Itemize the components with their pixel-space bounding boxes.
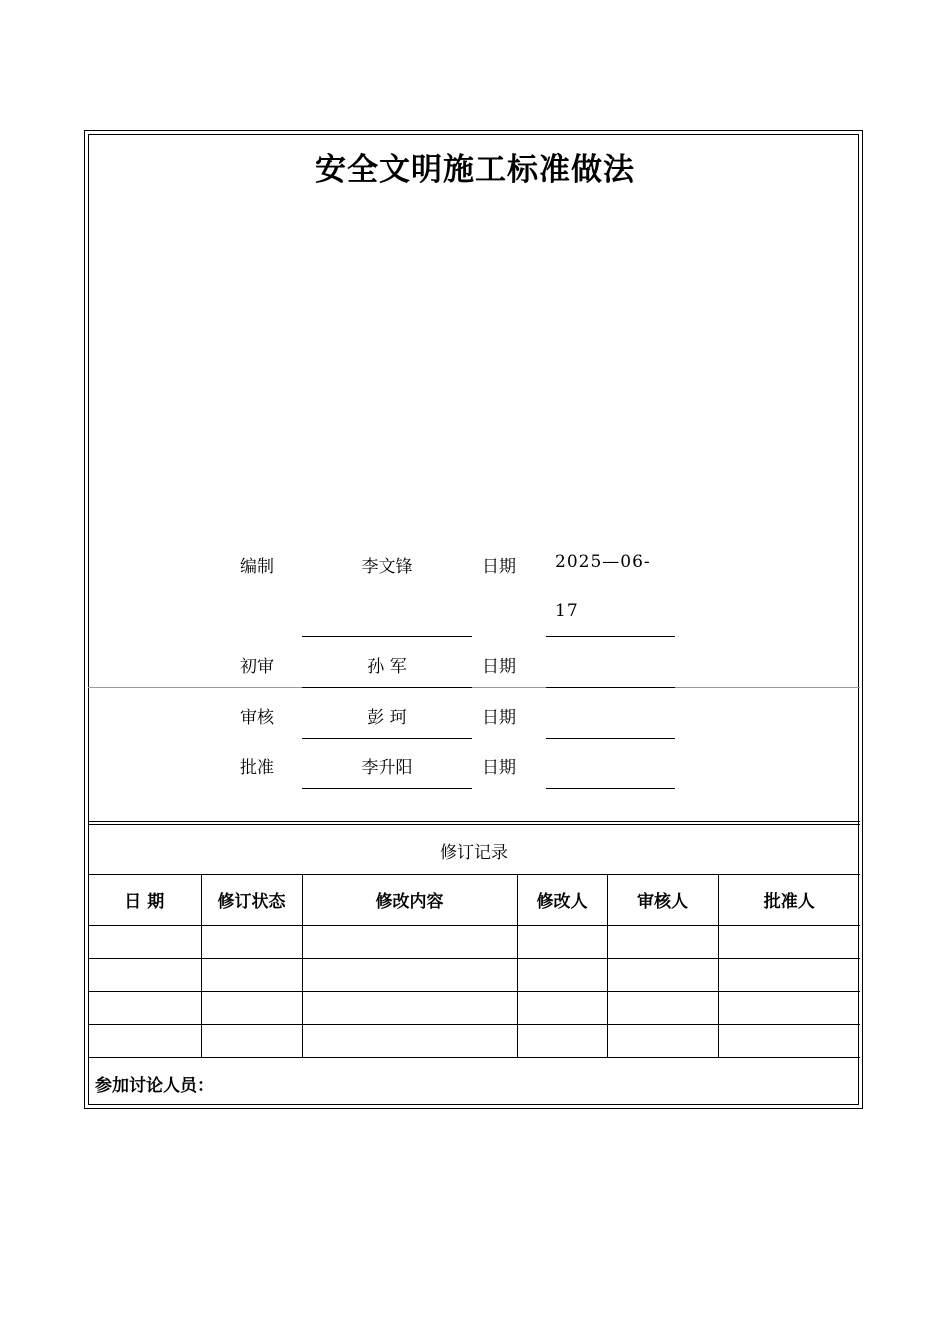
table-cell <box>201 959 302 992</box>
table-row <box>88 1025 860 1058</box>
date-approval-underline <box>546 788 675 789</box>
table-cell <box>88 992 201 1025</box>
table-cell <box>302 926 517 959</box>
date-audit-underline <box>546 738 675 739</box>
date-label-approval: 日期 <box>482 758 516 778</box>
table-cell <box>302 959 517 992</box>
date-label-compiler: 日期 <box>482 557 516 577</box>
date-compiler-underline <box>546 636 675 637</box>
document-title: 安全文明施工标准做法 <box>315 152 635 188</box>
table-cell <box>718 1025 860 1058</box>
revision-record-title: 修订记录 <box>440 843 508 863</box>
header-reviewer: 审核人 <box>607 874 718 926</box>
section-divider-bottom <box>88 824 860 825</box>
table-cell <box>201 926 302 959</box>
table-cell <box>517 926 607 959</box>
label-initial-review: 初审 <box>240 657 274 677</box>
table-cell <box>607 1025 718 1058</box>
name-compiler-underline <box>302 636 472 637</box>
table-cell <box>201 992 302 1025</box>
table-cell <box>718 926 860 959</box>
table-cell <box>88 959 201 992</box>
table-cell <box>517 992 607 1025</box>
table-cell <box>517 959 607 992</box>
name-initial-review-underline <box>302 687 472 688</box>
header-date: 日 期 <box>88 874 201 926</box>
date-compiler-line1: 2025—06- <box>555 552 651 572</box>
label-compiler: 编制 <box>240 557 274 577</box>
table-row <box>88 992 860 1025</box>
table-cell <box>607 926 718 959</box>
header-revision-status: 修订状态 <box>201 874 302 926</box>
date-label-audit: 日期 <box>482 708 516 728</box>
section-divider-top <box>88 821 860 822</box>
participants-label: 参加讨论人员： <box>88 1058 860 1110</box>
table-cell <box>302 1025 517 1058</box>
table-cell <box>302 992 517 1025</box>
name-audit-underline <box>302 738 472 739</box>
table-cell <box>517 1025 607 1058</box>
name-audit: 彭 珂 <box>367 708 407 728</box>
label-approval: 批准 <box>240 758 274 778</box>
table-cell <box>718 959 860 992</box>
table-cell <box>607 959 718 992</box>
revision-table <box>88 874 860 1109</box>
table-cell <box>88 926 201 959</box>
header-approver: 批准人 <box>718 874 860 926</box>
header-modifier: 修改人 <box>517 874 607 926</box>
table-cell <box>718 992 860 1025</box>
date-initial-review-underline <box>546 687 675 688</box>
table-cell <box>201 1025 302 1058</box>
date-label-initial-review: 日期 <box>482 657 516 677</box>
separator-line <box>88 687 860 688</box>
name-approval-underline <box>302 788 472 789</box>
name-approval: 李升阳 <box>361 758 413 778</box>
table-cell <box>607 992 718 1025</box>
revision-header-row <box>88 874 860 926</box>
name-compiler: 李文锋 <box>361 557 413 577</box>
table-row <box>88 926 860 959</box>
date-compiler-line2: 17 <box>555 601 579 621</box>
participants-row <box>88 1058 860 1110</box>
table-row <box>88 959 860 992</box>
table-cell <box>88 1025 201 1058</box>
name-initial-review: 孙 军 <box>367 657 407 677</box>
label-audit: 审核 <box>240 708 274 728</box>
header-revision-content: 修改内容 <box>302 874 517 926</box>
